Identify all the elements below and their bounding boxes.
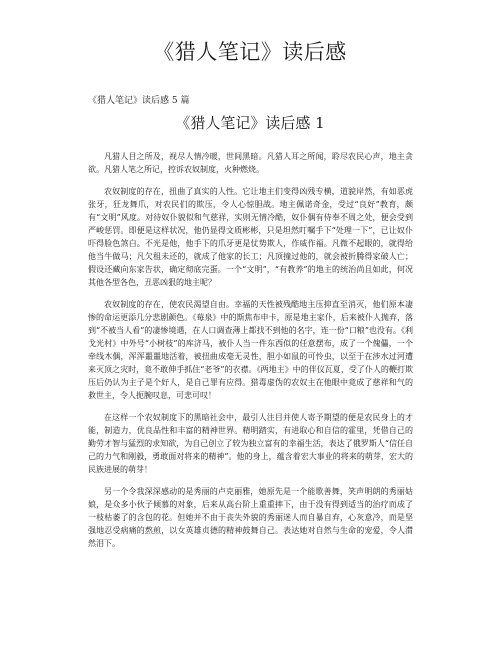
paragraph-5: 另一个令我深深感动的是秀丽的卢克丽雅，她原先是一个能歌善舞，笑声明朗的秀丽姑娘，是众多小伙子倾慕的对象，后来从高台阶上重重摔下，由于没有得到适当的治疗而成了一枝枯萎了的含包的花。但她并不由于丧失外貌的秀丽迷人而自暴自弃，心灰意冷，而是坚强地忍受病痛的熬煎，以女英雄贞德的精神鼓舞自己。表达她对自然与生命的宠爱，令人潸然泪下。	[88, 487, 413, 548]
paragraph-1: 凡猎人目之所及，视尽人情冷暖，世间黑暗。凡猎人耳之所闻，聆尽农民心声，地主贪欲。凡猎人笔之所记，控诉农奴制度，火种燃烧。	[88, 152, 413, 174]
essay-body	[88, 150, 413, 559]
paragraph-2: 农奴制度的存在，扭曲了真实的人性。它让地主们变得凶残专横，道貌岸然，有如恶虎张牙，狂龙舞爪，对农民们的欺压，令人心惊胆战。地主佩诺奇金，受过“良好”教育，颇有“文明”风度。对待奴仆貌似和气慈祥，实则无情冷酷，奴仆偶有侍奉不周之处，便会受到严峻惩罚。即便是这样状况，他仍显得文质彬彬，只是坦然叮嘱手下“处理一下”，已让奴仆吓得脸色煞白。不光是他，他手下的爪牙更是仗势欺人，作威作福。凡微不起眼的，就得给他当牛做马；凡欠租未还的，就成了他家的长工；凡顶撞过他的，就会被折腾得家破人亡；假设还藏向东家告状，确定彻底完蛋。一个“文明”，“有教养”的地主的统治尚且如此，何况其他各型各色，丑恶凶狠的地主呢？	[88, 187, 413, 287]
page-title: 《猎人笔记》读后感	[153, 40, 347, 64]
paragraph-4: 在这样一个农奴制度下的黑暗社会中，最引人注目并使人寄予期望的便是农民身上的才能，制造力，优良品性和丰富的精神世界。精明踏实，有进取心和自信的霍里，凭借自己的勤劳才智与猛烈的求知欲，为自己创立了较为独立富有的幸福生活，表达了俄罗斯人“信任自己的力气和刚毅，勇敢面对将来的精神”。他的身上，蕴含着宏大事业的将来的萌芽，宏大的民族进展的萌芽！	[88, 413, 413, 474]
document-subtitle: 《猎人笔记》读后感 5 篇	[88, 96, 190, 106]
essay-heading: 《猎人笔记》读后感 1	[175, 114, 325, 132]
paragraph-3: 农奴制度的存在，使农民渴望自由。幸福的天性被残酷地主压抑直至消灭，他们原本凄惨的命运更添几分悲剧颜色。《莓泉》中的斯焦布申卡，原是地主家仆，后来被仆人抛弃，落到“不被当人看”的凄惨境遇，在人口调查薄上都找不到他的名字，连一份“口粮”也没有。《利戈光村》中外号“小树枝”的库济马，被仆人当一件东西似的任意摆布，成了一个傀儡，一个牵线木偶，浑浑噩噩地活着，被扭曲成毫无灵性，胆小如鼠的可怜虫，以至于在涉水过河遭来灭顶之灾时，竟不敢伸手抓住“老爷”的衣襟。《两地主》中的伴仪瓦夏，受了仆人的鞭打欺压后仍认为主子是个好人，是自己罪有应得。猎毒虚伪的农奴主在他眼中竟成了慈祥和气的救世主，令人扼腕叹息，可悲可叹！	[88, 300, 413, 400]
